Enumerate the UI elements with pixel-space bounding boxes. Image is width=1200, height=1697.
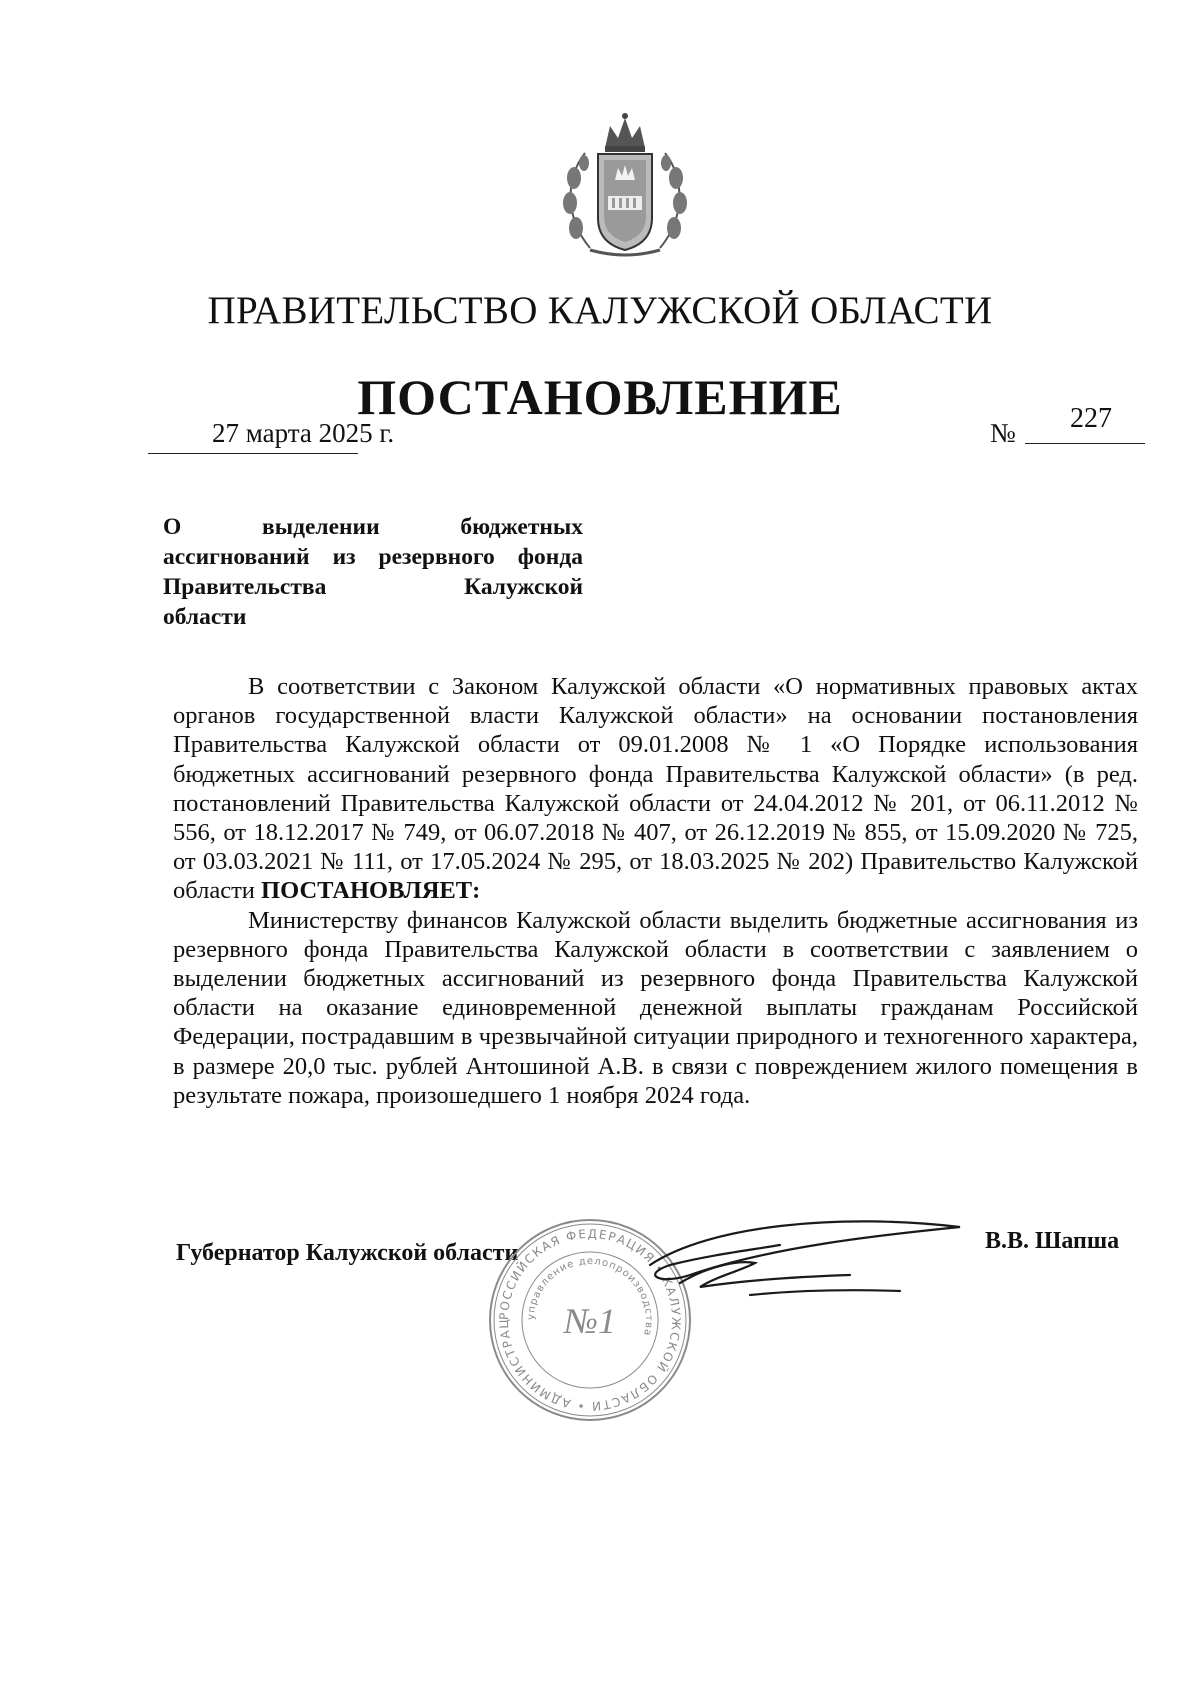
document-body — [173, 672, 1138, 1110]
signatory-name: В.В. Шапша — [985, 1228, 1120, 1254]
subject-line: О выделении бюджетных — [163, 514, 583, 540]
subject-line: ассигнований из резервного фонда — [163, 544, 583, 570]
svg-text:РОССИЙСКАЯ ФЕДЕРАЦИЯ • КАЛУЖСК: РОССИЙСКАЯ ФЕДЕРАЦИЯ • КАЛУЖСКОЙ ОБЛАСТИ • АДМИНИСТРАЦ — [496, 1226, 684, 1414]
government-title: ПРАВИТЕЛЬСТВО КАЛУЖСКОЙ ОБЛАСТИ — [207, 289, 993, 332]
document-type-title: ПОСТАНОВЛЕНИЕ — [357, 369, 843, 425]
body-line: от 24.04.2012 № 201, от 06.11.2012 № 556, от 18.12.2017 № 749, от 06.07.2018 № 407, — [173, 789, 1139, 847]
body-line: постановления Правительства Калужской области от 09.01.2008 № 1 «О Порядке — [173, 702, 1139, 759]
body-paragraph-2: Министерству финансов Калужской области выделить бюджетные ассигнования из резервного фонда Правительства Калужской области в соответствии с заявлением о выделении бюджетных ассигнований из резервного фонда Правительства Калужской области на оказание единовременной денежной выплаты гражданам Российской Федерации, пострадавшим в чрезвычайной ситуации природного и техногенного характера, в размере 20,0 тыс. рублей Антошиной А.В. в связи с повреждением жилого помещения в результате пожара, произошедшего 1 ноября 2024 года. — [173, 906, 1138, 1109]
body-line: использования бюджетных ассигнований резервного фонда Правительства — [173, 731, 1139, 788]
number-underline — [1025, 443, 1145, 444]
subject-line: области — [163, 604, 247, 630]
coat-of-arms-icon — [560, 108, 690, 258]
document-subject — [163, 512, 583, 632]
number-sign: № — [990, 418, 1016, 448]
body-paragraph-1 — [173, 672, 1138, 906]
document-number: 227 — [1070, 403, 1112, 434]
body-line: В соответствии с Законом Калужской области «О нормативных правовых — [248, 673, 1069, 700]
body-line: актах органов государственной власти Калужской области» на основании — [173, 673, 1139, 730]
body-line: от 26.12.2019 № 855, от 15.09.2020 № 725, от 03.03.2021 № 111, от 17.05.2024 № 295, — [173, 819, 1138, 876]
svg-text:№1: №1 — [564, 1301, 616, 1341]
svg-text:управление делопроизводства: управление делопроизводства — [525, 1255, 655, 1338]
signatory-title: Губернатор Калужской области — [176, 1240, 519, 1266]
subject-line: Правительства Калужской — [163, 574, 583, 600]
document-date: 27 марта 2025 г. — [212, 418, 395, 448]
body-line: от 18.03.2025 № 202) Правительство Калужской области — [173, 848, 1138, 905]
resolution-keyword: ПОСТАНОВЛЯЕТ: — [261, 877, 481, 905]
body-line: Калужской области» (в ред. постановлений Правительства Калужской области — [173, 760, 1138, 817]
handwritten-signature-icon — [540, 1205, 980, 1315]
